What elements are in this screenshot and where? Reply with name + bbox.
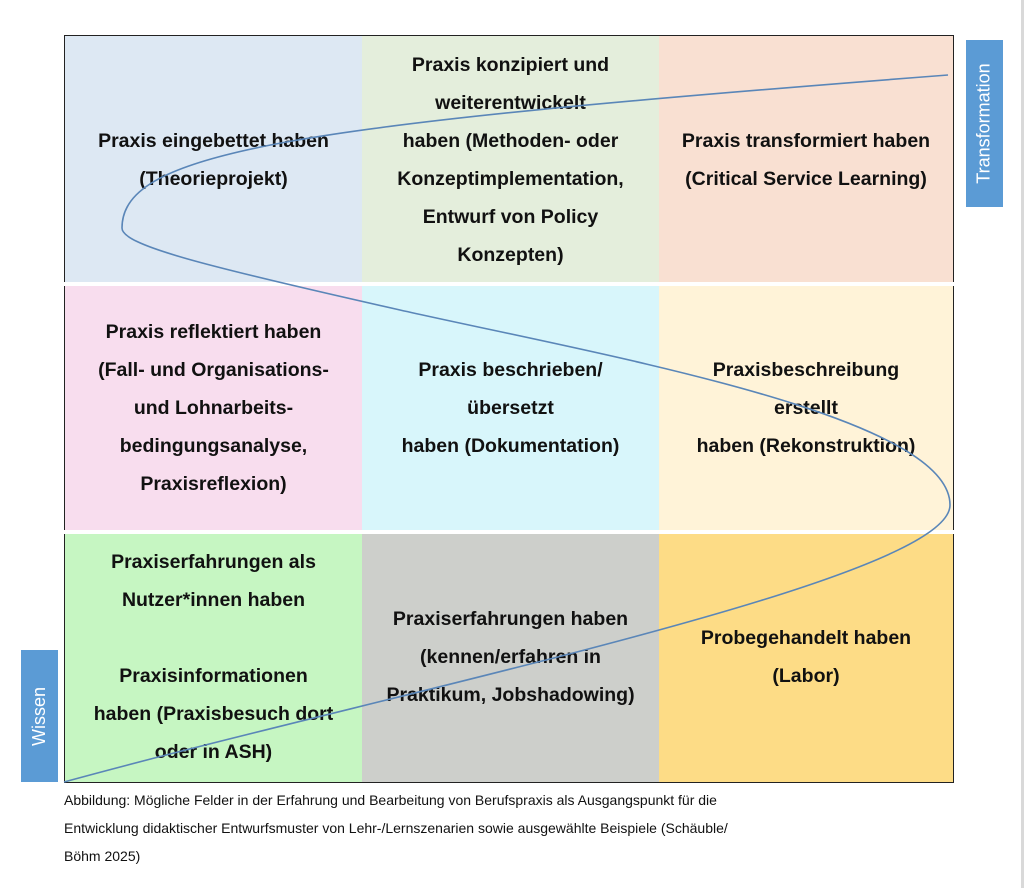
- cell-text: Praxis transformiert haben (Critical Service Learning): [681, 130, 931, 190]
- cell-probegehandelt: [659, 532, 953, 782]
- cell-text: Praxisbeschreibung erstellt haben (Rekonstruktion): [696, 359, 916, 457]
- cell-praxis-eingebettet: [65, 36, 362, 284]
- cell-praxis-konzipiert: [362, 36, 659, 284]
- cell-praxisbeschreibung: [659, 284, 953, 532]
- figure-caption: Abbildung: Mögliche Felder in der Erfahrung und Bearbeitung von Berufspraxis als Ausgangspunkt für die Entwicklung didaktischer Entwurfsmuster von Lehr-/Lernszenarien sowie ausgewählte Beispiele (Schäuble/ Böhm 2025): [64, 792, 728, 864]
- cell-text: Praxiserfahrungen als Nutzer*innen haben: [111, 551, 316, 611]
- practice-field-matrix: [64, 35, 954, 783]
- cell-praxis-transformiert: [659, 36, 953, 284]
- cell-praxiserfahrungen: [362, 532, 659, 782]
- cell-text: Praxis konzipiert und weiterentwickelt haben (Methoden- oder Konzeptimplementation, Entwurf von Policy Konzepten): [397, 54, 624, 266]
- wissen-label-text: Wissen: [29, 686, 50, 746]
- cell-praxis-beschrieben: [362, 284, 659, 532]
- cell-praxis-reflektiert: [65, 284, 362, 532]
- cell-text: Probegehandelt haben (Labor): [700, 627, 912, 687]
- cell-text: Praxis reflektiert haben (Fall- und Organisations- und Lohnarbeits- bedingungsanalyse, Praxisreflexion): [98, 321, 329, 495]
- cell-text: Praxisinformationen haben (Praxisbesuch dort oder in ASH): [93, 665, 334, 763]
- cell-text: Praxis eingebettet haben (Theorieprojekt): [98, 130, 329, 190]
- cell-praxiserfahrungen-nutzer: [65, 532, 362, 782]
- transformation-label: [966, 40, 1003, 207]
- row-divider: [64, 282, 954, 286]
- row-divider: [64, 530, 954, 534]
- transformation-label-text: Transformation: [974, 63, 994, 184]
- cell-text: Praxiserfahrungen haben (kennen/erfahren in Praktikum, Jobshadowing): [386, 608, 635, 706]
- wissen-label: [21, 650, 58, 782]
- cell-text: Praxis beschrieben/ übersetzt haben (Dokumentation): [401, 359, 620, 457]
